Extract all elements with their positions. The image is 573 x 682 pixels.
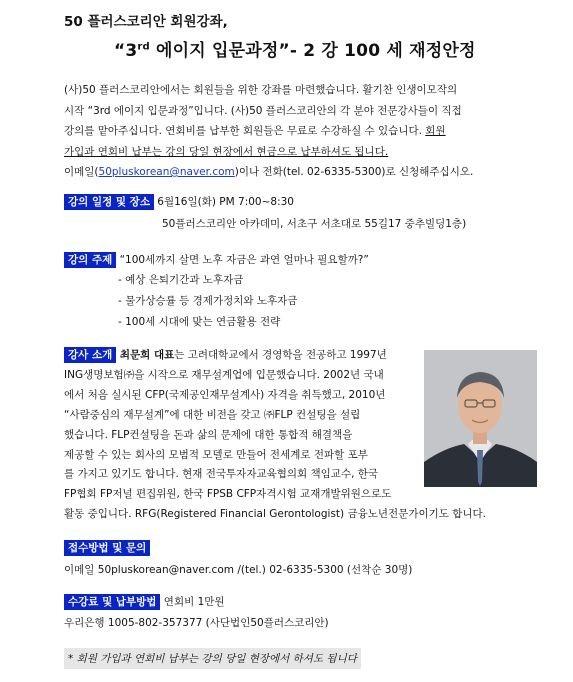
fee-section: 수강료 및 납부방법 연회비 1만원 우리은행 1005-802-357377 (사단법인50플러스코리안) — [64, 596, 329, 629]
footnote: * 회원 가입과 연회비 납부는 강의 당일 현장에서 하셔도 됩니다 — [64, 648, 361, 669]
schedule-section: 강의 일정 및 장소 6월16일(화) PM 7:00~8:30 50플러스코리안 아카데미, 서초구 서초대로 55길17 중추빌딩1층) — [64, 192, 466, 234]
instructor-section: 강사 소개 최문희 대표는 고려대학교에서 경영학을 전공하고 1997년 ING생명보험㈜을 시작으로 재무설계업에 입문했습니다. 2002년 국내 에서 처음 실시된 CFP(국제공인재무설계사) 자격을 취득했고, 2010년 “사람중심의 재무설계”에 대한 비전을 갖고 ㈜FLP 컨설팅을 설립 했습니다. FLP컨설팅을 돈과 삶의 문제에 대한 통합적 해결책을 제공할 수 있는 회사의 모범적 모델로 만들어 전세계로 전파할 포부 를 가지고 있기도 합니다. 현재 전국투자자교육협의회 책임교수, 한국 FP협회 FP저널 편집위원, 한국 FPSB CFP자격시험 교재개발위원으로도 활동 중입니다. RFG(Registered Financial Gerontologist) 금융노년전문가이기도 합니다. — [64, 349, 486, 521]
list-item: - 물가상승률 등 경제가정치와 노후자금 — [118, 295, 298, 307]
apply-section: 접수방법 및 문의 이메일 50pluskorean@naver.com /(tel.) 02-6335-5300 (선착순 30명) — [64, 542, 413, 576]
instructor-name: 최문희 대표 — [116, 349, 175, 361]
apply-label: 접수방법 및 문의 — [64, 540, 150, 556]
topic-label: 강의 주제 — [64, 252, 116, 268]
list-item: - 100세 시대에 맞는 연금활용 전략 — [118, 316, 281, 328]
list-item: - 예상 은퇴기간과 노후자금 — [118, 274, 244, 286]
schedule-label: 강의 일정 및 장소 — [64, 194, 154, 210]
intro-paragraph: (사)50 플러스코리안에서는 회원들을 위한 강좌를 마련했습니다. 활기찬 인생이모작의 시작 “3rd 에이지 입문과정”입니다. (사)50 플러스코리안의 각 분야 전문강사들이 직접 강의를 맡아주십니다. 연회비를 납부한 회원들은 무료로 수강하실 수 있습니다. 회원 가입과 연회비 납부는 강의 당일 현장에서 현금으로 납부하셔도 됩니다. 이메일(50pluskorean@naver.com)이나 전화(tel. 02-6335-5300)로 신청해주십시오. — [64, 84, 474, 178]
lecture-title: “3rd 에이지 입문과정”- 2 강 100 세 재정안정 — [114, 41, 476, 61]
email-link[interactable]: 50pluskorean@naver.com — [98, 166, 235, 178]
instructor-label: 강사 소개 — [64, 347, 116, 363]
topic-list — [118, 270, 297, 333]
event-series-title: 50 플러스코리안 회원강좌, — [64, 14, 228, 30]
instructor-photo — [424, 350, 537, 487]
fee-label: 수강료 및 납부방법 — [64, 594, 160, 610]
topic-section: 강의 주제 “100세까지 살면 노후 자금은 과연 얼마나 필요할까?” — [64, 250, 369, 270]
